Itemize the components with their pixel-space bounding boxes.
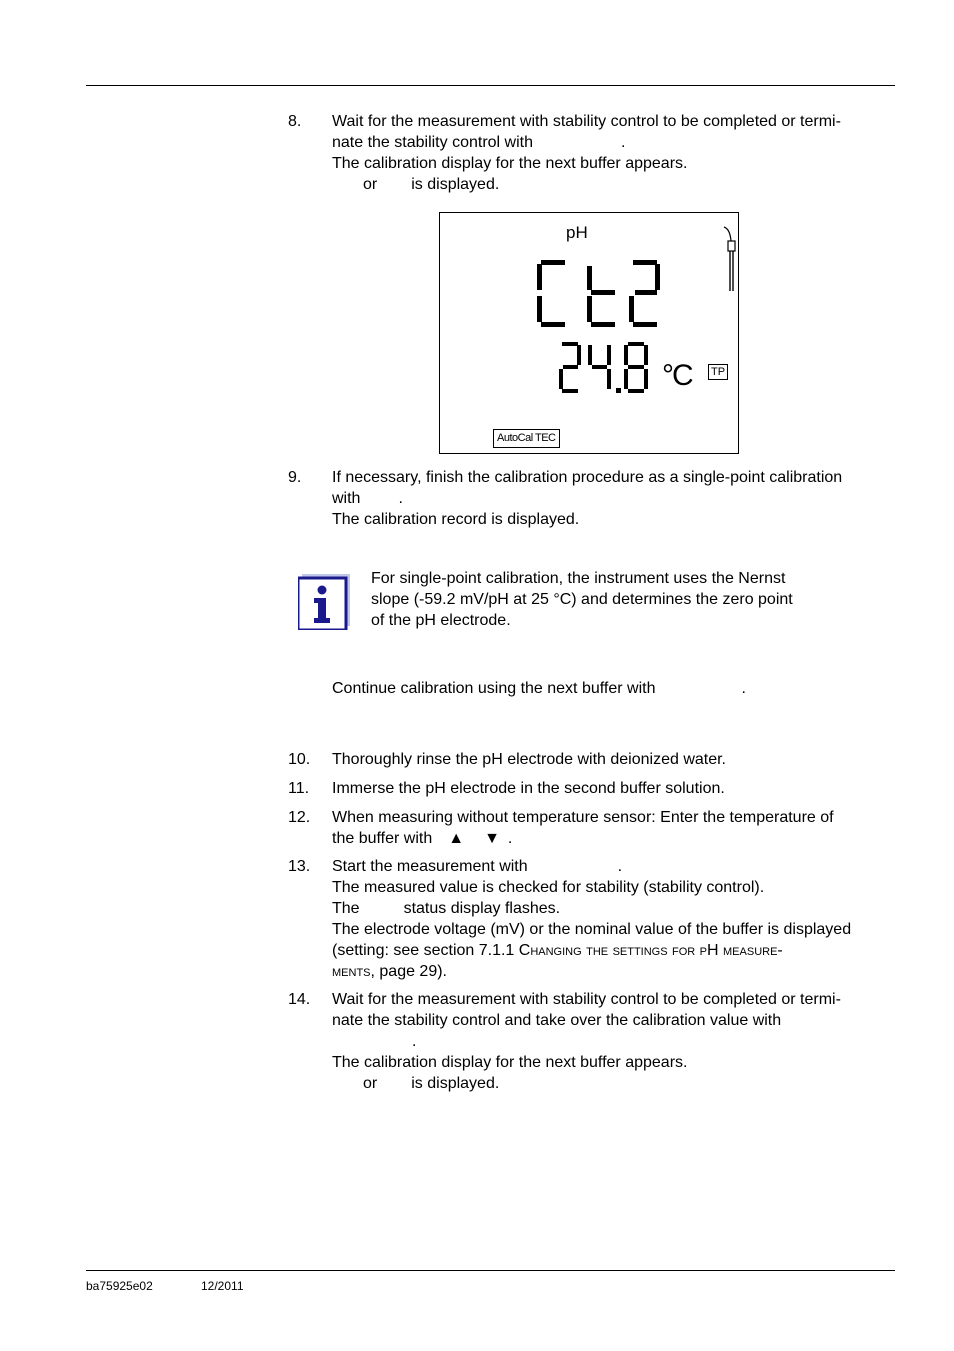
step-number: 14.: [288, 991, 311, 1008]
step-text: The measured value is checked for stability (stability control).: [332, 879, 765, 896]
info-icon: [298, 574, 350, 630]
step-8: [288, 111, 898, 195]
step-10: [288, 749, 898, 770]
down-arrow-icon: ▼: [484, 830, 500, 847]
autocal-label: AutoCal TEC: [493, 429, 560, 448]
step-number: 8.: [288, 113, 302, 130]
step-text: or: [363, 1075, 378, 1092]
step-text: the buffer with: [332, 830, 433, 847]
step-text: If necessary, finish the calibration procedure as a single-point calibration: [332, 469, 843, 486]
step-text: is displayed.: [411, 176, 500, 193]
step-text: When measuring without temperature sensor: Enter the temperature of: [332, 809, 834, 826]
lcd-display: [439, 212, 739, 454]
step-number: 9.: [288, 469, 302, 486]
step-text: .: [398, 490, 403, 507]
step-text: nate the stability control with: [332, 134, 533, 151]
step-text: Start the measurement with: [332, 858, 528, 875]
lcd-main-digits: [535, 258, 665, 330]
step-text: nate the stability control and take over the calibration value with: [332, 1012, 782, 1029]
footer-rule: [86, 1270, 895, 1271]
step-text: .: [507, 830, 513, 847]
note-text: slope (-59.2 mV/pH at 25 °C) and determines the zero point: [371, 591, 793, 608]
lcd-temperature-unit: °C: [662, 359, 692, 392]
step-text: Wait for the measurement with stability control to be completed or termi-: [332, 991, 841, 1008]
step-9: [288, 467, 898, 530]
step-number: 10.: [288, 751, 311, 768]
step-text: with: [332, 490, 361, 507]
section-reference: ments: [332, 963, 371, 980]
step-text: The: [332, 900, 360, 917]
section-reference: Changing the settings for pH measure-: [518, 942, 783, 959]
step-text: .: [412, 1033, 417, 1050]
step-text: The calibration record is displayed.: [332, 511, 580, 528]
step-11: [288, 778, 898, 799]
footer-doc-id: ba75925e02: [86, 1279, 153, 1293]
step-text: or: [363, 176, 378, 193]
lcd-unit-label: pH: [566, 223, 588, 242]
continue-instruction: [288, 678, 898, 699]
electrode-icon: [720, 225, 740, 295]
step-text: Thoroughly rinse the pH electrode with deionized water.: [332, 751, 726, 768]
step-text: Wait for the measurement with stability control to be completed or termi-: [332, 113, 841, 130]
step-number: 13.: [288, 858, 311, 875]
step-text: status display flashes.: [403, 900, 561, 917]
continue-text: .: [741, 680, 746, 697]
header-rule: [86, 85, 895, 86]
step-text: .: [621, 134, 626, 151]
step-13: [288, 856, 898, 982]
info-note: [371, 568, 851, 631]
step-14: [288, 989, 898, 1094]
note-text: of the pH electrode.: [371, 612, 511, 629]
step-text: .: [617, 858, 623, 875]
step-text: The calibration display for the next buffer appears.: [332, 1054, 688, 1071]
step-number: 12.: [288, 809, 311, 826]
step-text: The calibration display for the next buffer appears.: [332, 155, 688, 172]
continue-text: Continue calibration using the next buffer with: [332, 680, 656, 697]
step-text: , page 29).: [370, 963, 447, 980]
note-text: For single-point calibration, the instrument uses the Nernst: [371, 570, 786, 587]
step-text: (setting: see section 7.1.1: [332, 942, 519, 959]
step-text: The electrode voltage (mV) or the nominal value of the buffer is displayed: [332, 921, 852, 938]
up-arrow-icon: ▲: [448, 830, 465, 847]
step-text: Immerse the pH electrode in the second buffer solution.: [332, 780, 725, 797]
step-12: [288, 807, 898, 849]
lcd-temperature-digits: [558, 340, 668, 396]
step-number: 11.: [288, 780, 310, 797]
footer-date: 12/2011: [201, 1279, 244, 1293]
step-text: is displayed.: [411, 1075, 500, 1092]
tp-badge: TP: [708, 364, 728, 380]
